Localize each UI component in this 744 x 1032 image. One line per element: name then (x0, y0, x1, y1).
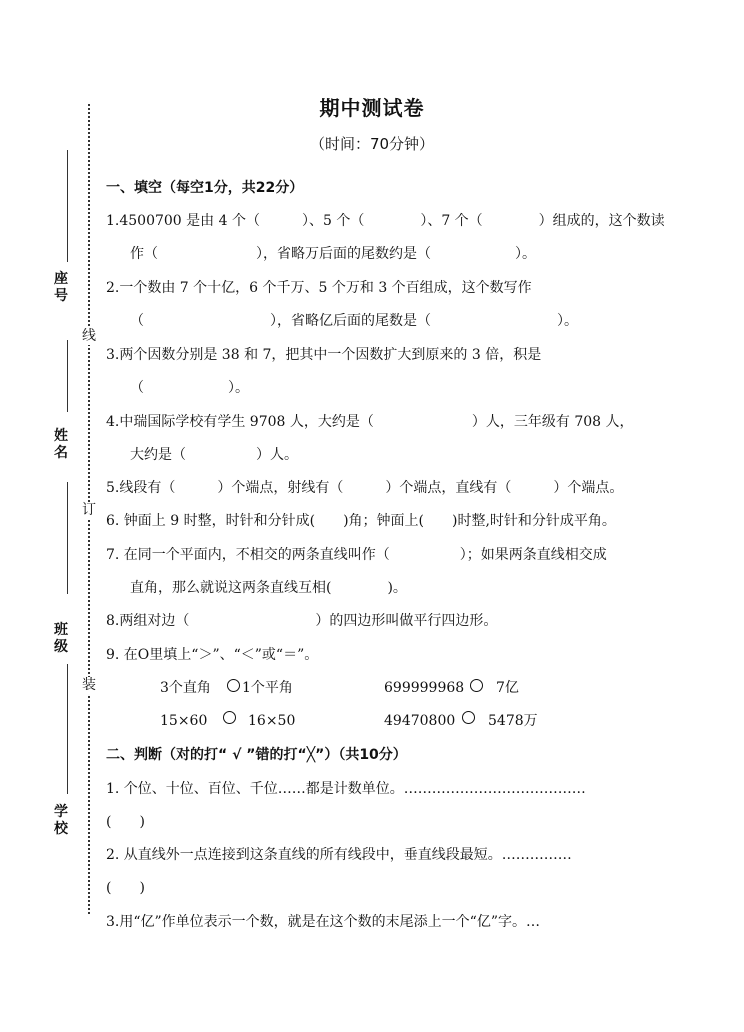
seat-underline (67, 150, 68, 262)
q5-line: 5.线段有（ ）个端点，射线有（ ）个端点，直线有（ ）个端点。 (106, 480, 624, 496)
q7-line1: 7. 在同一个平面内，不相交的两条直线叫作（ ）；如果两条直线相交成 (106, 547, 607, 563)
judge2-line: 2. 从直线外一点连接到这条直线的所有线段中，垂直线段最短。…………… (106, 847, 572, 863)
q1-line2: 作（ ），省略万后面的尾数约是（ ）。 (130, 246, 536, 262)
q3-line2: （ ）。 (130, 380, 249, 396)
cut-line-label-2: 订 (82, 502, 96, 518)
q7-line2: 直角，那么就说这两条直线互相( )。 (130, 580, 407, 596)
compare2-right: 7亿 (496, 680, 519, 696)
q9-line: 9. 在O里填上“＞”、“＜”或“＝”。 (106, 647, 319, 663)
cut-line-label-3: 装 (82, 677, 96, 693)
judge2-answer[interactable]: ( ) (106, 880, 145, 896)
school-label: 学校 (54, 804, 68, 837)
compare4-right: 5478万 (488, 713, 538, 729)
name-underline (67, 340, 68, 412)
q2-line1: 2.一个数由 7 个十亿，6 个千万、5 个万和 3 个百组成，这个数写作 (106, 280, 532, 296)
q6-line: 6. 钟面上 9 时整，时针和分针成( )角；钟面上( )时整,时针和分针成平角。 (106, 513, 616, 529)
judge1-answer[interactable]: ( ) (106, 814, 145, 830)
cut-line-label-1: 线 (82, 328, 96, 344)
judge1-line: 1. 个位、十位、百位、千位……都是计数单位。………………………………… (106, 781, 586, 797)
section2-heading: 二、判断（对的打“ √ ”错的打“╳”）（共10分） (106, 747, 407, 763)
compare4-left: 49470800 (384, 713, 456, 729)
q8-line: 8.两组对边（ ）的四边形叫做平行四边形。 (106, 613, 498, 629)
name-label: 姓名 (54, 428, 68, 461)
class-label: 班级 (54, 622, 68, 655)
compare4-circle[interactable] (462, 711, 475, 724)
compare1-left: 3个直角 (160, 680, 211, 696)
compare2-left: 699999968 (384, 680, 465, 696)
page-title: 期中测试卷 (319, 96, 425, 120)
q4-line2: 大约是（ ）人。 (130, 447, 298, 463)
judge3-line: 3.用“亿”作单位表示一个数，就是在这个数的末尾添上一个“亿”字。… (106, 914, 540, 930)
compare3-right: 16×50 (248, 713, 296, 729)
compare3-circle[interactable] (223, 711, 236, 724)
seat-label: 座号 (54, 271, 68, 304)
compare3-left: 15×60 (160, 713, 208, 729)
q3-line1: 3.两个因数分别是 38 和 7，把其中一个因数扩大到原来的 3 倍，积是 (106, 347, 542, 363)
compare2-circle[interactable] (470, 679, 483, 692)
section1-heading: 一、填空（每空1分，共22分） (106, 180, 304, 196)
q4-line1: 4.中瑞国际学校有学生 9708 人，大约是（ ）人，三年级有 708 人， (106, 414, 634, 430)
class-underline (67, 482, 68, 594)
page-subtitle: （时间：70分钟） (309, 135, 435, 153)
q2-line2: （ ），省略亿后面的尾数是（ ）。 (130, 313, 578, 329)
compare1-right: 1个平角 (242, 680, 293, 696)
school-underline (67, 664, 68, 794)
compare1-circle[interactable] (227, 679, 240, 692)
q1-line1: 1.4500700 是由 4 个（ ）、5 个（ ）、7 个（ ）组成的，这个数读 (106, 213, 665, 229)
